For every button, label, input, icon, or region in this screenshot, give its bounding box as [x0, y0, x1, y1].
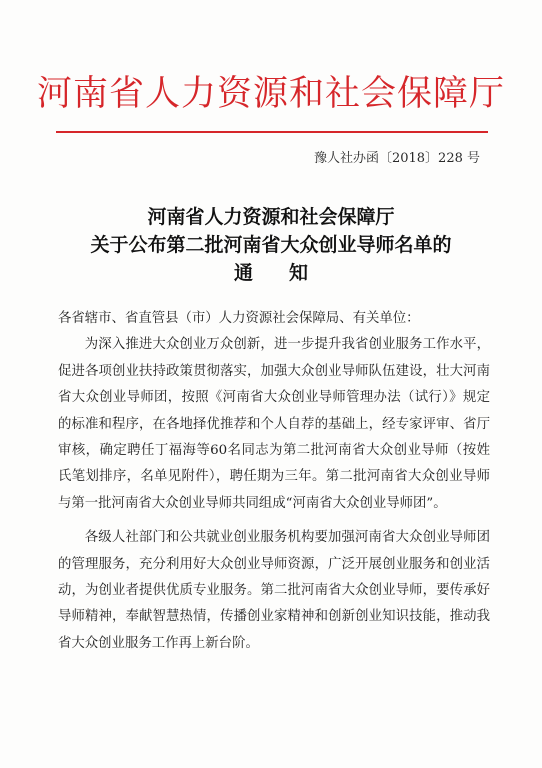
body-paragraph-2: 各级人社部门和公共就业创业服务机构要加强河南省大众创业导师团的管理服务，充分利用好大众创业导师资源，广泛开展创业服务和创业活动，为创业者提供优质专业服务。第二批河南省大众创业导师，要传承好导师精神，奉献智慧热情，传播创业家精神和创新创业知识技能，推动我省大众创业服务工作再上新台阶。	[58, 530, 490, 651]
document-number: 豫人社办函〔2018〕228 号	[313, 151, 480, 166]
title-line-2: 关于公布第二批河南省大众创业导师名单的	[90, 234, 452, 256]
letterhead-divider	[56, 131, 488, 133]
org-letterhead: 河南省人力资源和社会保障厅	[36, 74, 505, 114]
title-line-1: 河南省人力资源和社会保障厅	[147, 206, 395, 228]
addressee: 各省辖市、省直管县（市）人力资源社会保障局、有关单位：	[58, 311, 420, 326]
body-paragraph-1: 为深入推进大众创业万众创新，进一步提升我省创业服务工作水平，促进各项创业扶持政策贯彻落实，加强大众创业导师队伍建设，壮大河南省大众创业导师团，按照《河南省大众创业导师管理办法（试行）》规定的标准和程序，在各地择优推荐和个人自荐的基础上，经专家评审、省厅审核，确定聘任丁福海等60名同志为第二批河南省大众创业导师（按姓氏笔划排序，名单见附件），聘任期为三年。第二批河南省大众创业导师与第一批河南省大众创业导师共同组成“河南省大众创业导师团”。	[58, 337, 490, 511]
title-line-3: 通知	[233, 262, 344, 284]
document-title	[0, 203, 542, 287]
document-body	[58, 306, 490, 657]
